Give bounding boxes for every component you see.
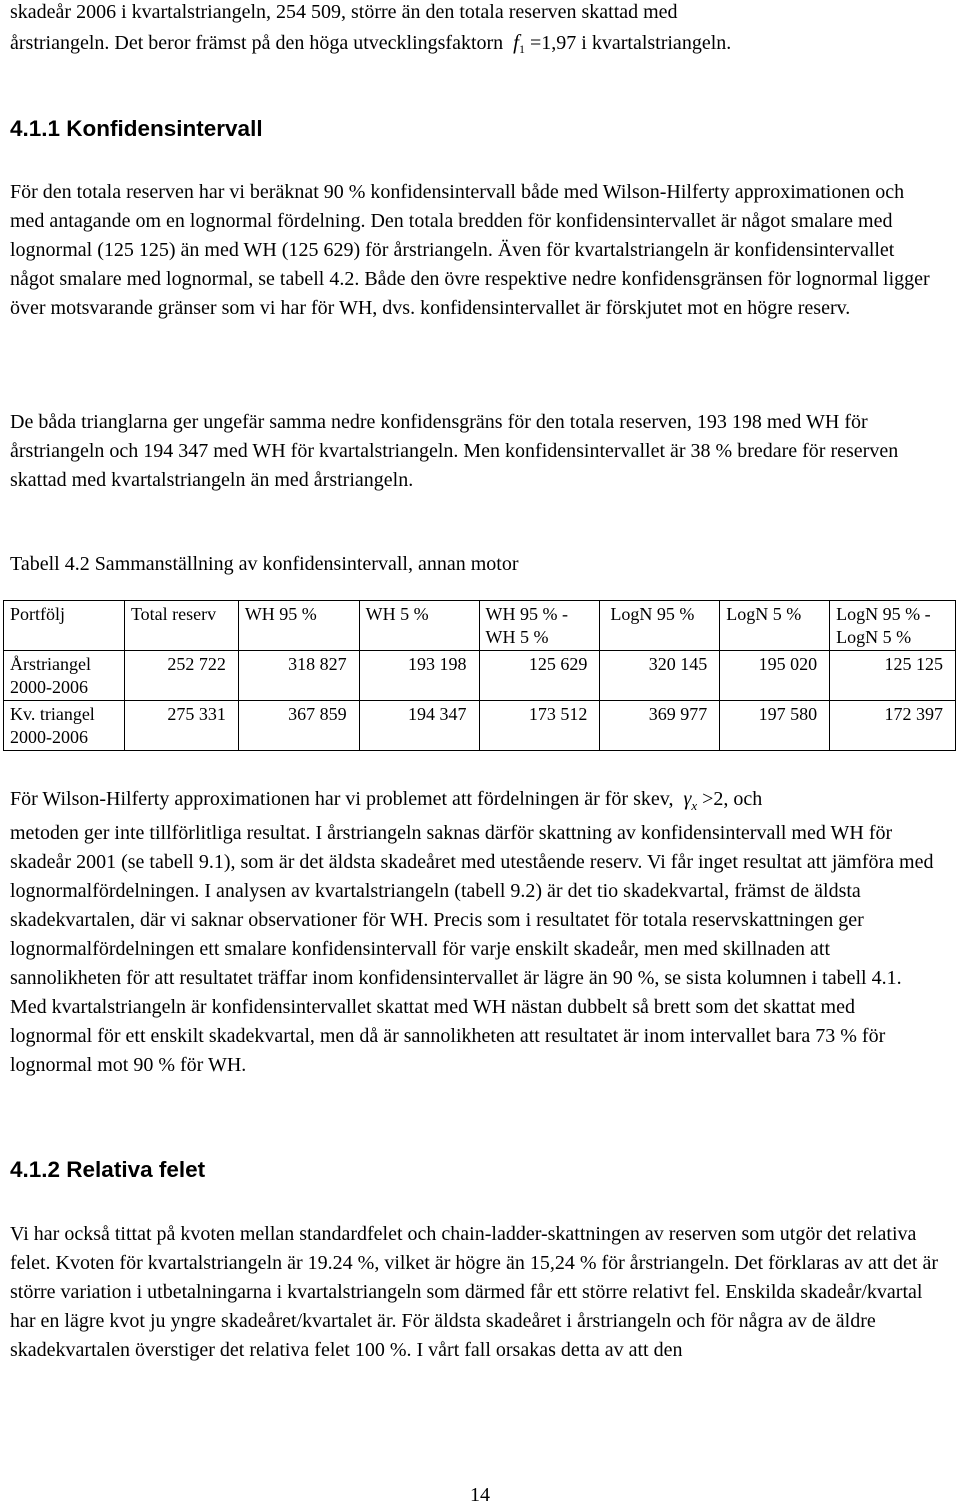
factor-symbol: f: [513, 30, 520, 54]
table-header-row: [4, 601, 956, 651]
intro-line-1: skadeår 2006 i kvartalstriangeln, 254 509, större än den totala reserven skattad med: [10, 1, 678, 23]
table-cell: 125 629: [479, 651, 600, 701]
table-cell: 195 020: [720, 651, 830, 701]
skewness-line-text: För Wilson-Hilferty approximationen har vi problemet att fördelningen är för skev,: [10, 788, 674, 810]
paragraph-relative-error: Vi har också tittat på kvoten mellan standardfelet och chain-ladder-skattningen av reserven som utgör det relativa felet. Kvoten för kvartalstriangeln är 19.24 %, vilket är högre än 15,24 % för årstriangeln. Det förklaras av att det är större variation i utbetalningarna i kvartalstriangeln som därmed får ett större relativt fel. Enskilda skadeår/kvartal har en lägre kvot ju yngre skadeåret/kvartalet är. För äldsta skadeåret i årstriangeln och för några av de äldre skadekvartalen överstiger det relativa felet 100 %. I vårt fall orsakas detta av att den: [10, 1223, 938, 1361]
header-cell: LogN 5 %: [720, 601, 830, 651]
row-label: Årstriangel 2000-2006: [4, 651, 125, 701]
intro-line-2: [10, 28, 731, 64]
paragraph-lower-bound: De båda trianglarna ger ungefär samma nedre konfidensgräns för den totala reserven, 193 198 med WH för årstriangeln och 194 347 med WH för kvartalstriangeln. Men konfidensintervallet är 38 % bredare för reserven skattad med kvartalstriangeln än med årstriangeln.: [10, 411, 899, 491]
row-label: Kv. triangel 2000-2006: [4, 701, 125, 751]
header-cell: LogN 95 % - LogN 5 %: [830, 601, 956, 651]
header-cell: WH 5 %: [359, 601, 479, 651]
header-cell: WH 95 % - WH 5 %: [479, 601, 600, 651]
gamma-symbol: γ: [683, 788, 692, 810]
table-cell: 252 722: [124, 651, 238, 701]
table-cell: 173 512: [479, 701, 600, 751]
factor-subscript: 1: [519, 42, 526, 56]
table-cell: 318 827: [238, 651, 359, 701]
table-row: [4, 701, 956, 751]
header-cell: LogN 95 %: [600, 601, 720, 651]
table-cell: 194 347: [359, 701, 479, 751]
table-cell: 172 397: [830, 701, 956, 751]
intro-line-2-text: årstriangeln. Det beror främst på den höga utvecklingsfaktorn: [10, 32, 504, 54]
table-cell: 275 331: [124, 701, 238, 751]
header-cell: WH 95 %: [238, 601, 359, 651]
intro-line-2-end: =1,97 i kvartalstriangeln.: [525, 32, 732, 54]
table-cell: 367 859: [238, 701, 359, 751]
header-cell: Total reserv: [124, 601, 238, 651]
page-number: 14: [470, 1484, 490, 1506]
table-caption: Tabell 4.2 Sammanställning av konfidensintervall, annan motor: [10, 553, 519, 575]
section-heading-4-1-1: 4.1.1 Konfidensintervall: [10, 116, 263, 141]
paragraph-confidence-intervals: För den totala reserven har vi beräknat 90 % konfidensintervall både med Wilson-Hilferty approximationen och med antagande om en lognormal fördelning. Den totala bredden för konfidensintervallet är något smalare med lognormal (125 125) än med WH (125 629) för årstriangeln. Även för kvartalstriangeln är konfidensintervallet något smalare med lognormal, se tabell 4.2. Både den övre respektive nedre konfidensgränsen för lognormal ligger över motsvarande gränser som vi har för WH, dvs. konfidensintervallet är förskjutet mot en högre reserv.: [10, 181, 930, 319]
table-row: [4, 651, 956, 701]
gamma-subscript: x: [691, 798, 698, 813]
skewness-line: [10, 785, 762, 820]
section-heading-4-1-2: 4.1.2 Relativa felet: [10, 1157, 206, 1182]
confidence-interval-table: [3, 600, 956, 751]
paragraph-wilson-hilferty: metoden ger inte tillförlitliga resultat. I årstriangeln saknas därför skattning av konfidensintervall med WH för skadeår 2001 (se tabell 9.1), som är det äldsta skadeåret med utestående reserv. Vi får inget resultat att jämföra med lognormalfördelningen. I analysen av kvartalstriangeln (tabell 9.2) är det tio skadekvartal, främst de äldsta skadekvartalen, där vi saknar observationer för WH. Precis som i resultatet för totala reservskattningen ger lognormalfördelningen ett smalare konfidensintervall för varje enskilt skadeår, men med skillnaden att sannolikheten för att resultatet träffar inom konfidensintervallet är lägre än 90 %, se sista kolumnen i tabell 4.1. Med kvartalstriangeln är konfidensintervallet skattat med WH nästan dubbelt så brett som det skattat med lognormal för ett enskilt skadekvartal, men då är sannolikheten att resultatet är inom intervallet bara 73 % för lognormal mot 90 % för WH.: [10, 822, 934, 1076]
skewness-line-end: >2, och: [697, 788, 763, 810]
table-cell: 369 977: [600, 701, 720, 751]
table-cell: 320 145: [600, 651, 720, 701]
table-cell: 197 580: [720, 701, 830, 751]
table-cell: 193 198: [359, 651, 479, 701]
table-cell: 125 125: [830, 651, 956, 701]
header-cell: Portfölj: [4, 601, 125, 651]
